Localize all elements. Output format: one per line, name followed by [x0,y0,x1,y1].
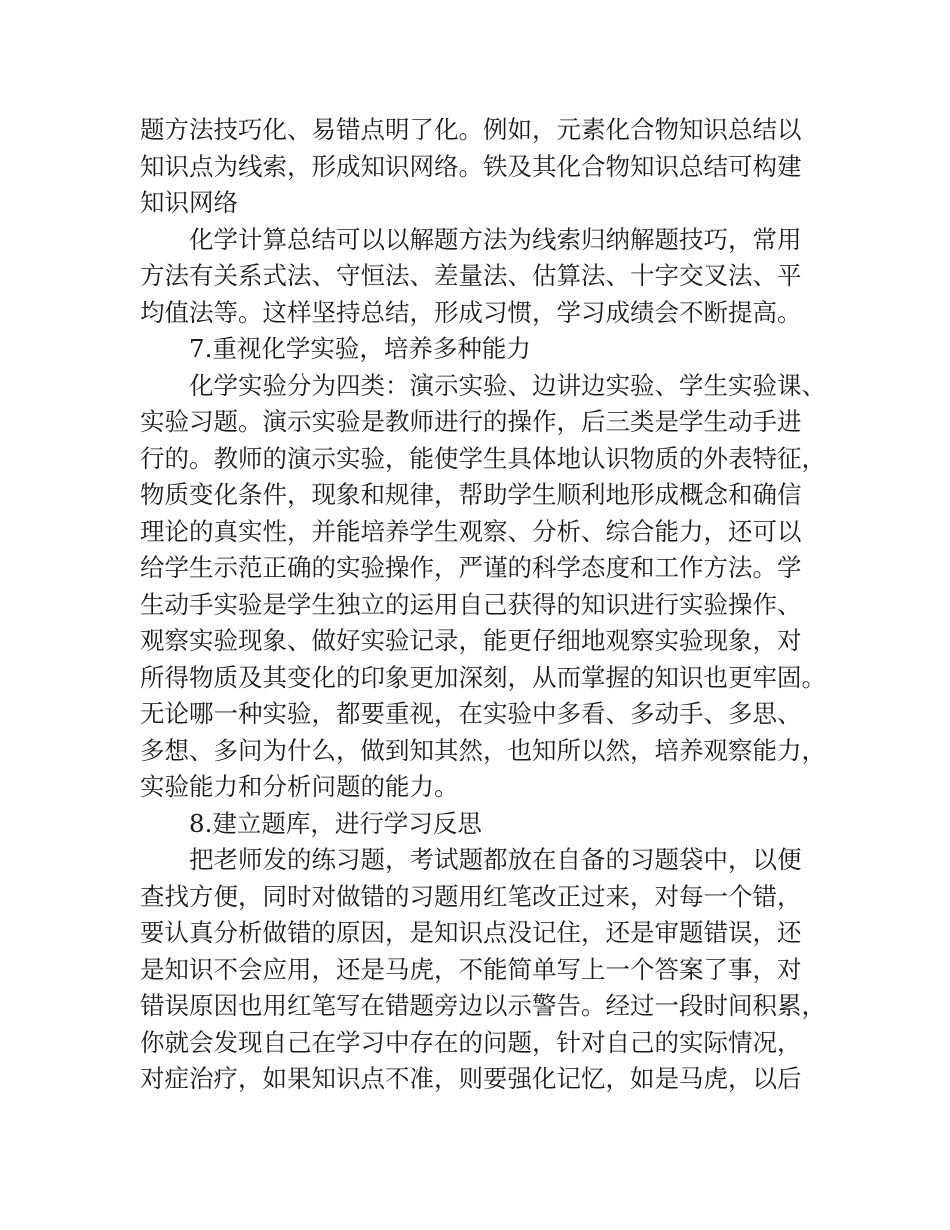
text-line: 行的。教师的演示实验，能使学生具体地认识物质的外表特征， [140,443,826,473]
text-line: 实验习题。演示实验是教师进行的操作，后三类是学生动手进 [140,407,802,436]
section-heading-7: 7.重视化学实验，培养多种能力 [189,334,531,363]
text-line: 理论的真实性，并能培养学生观察、分析、综合能力，还可以 [140,516,802,546]
paragraph-start-line: 化学实验分为四类：演示实验、边讲边实验、学生实验课、 [189,370,826,400]
section-heading-8: 8.建立题库，进行学习反思 [189,808,482,838]
text-line: 观察实验现象、做好实验记录，能更仔细地观察实验现象，对 [140,626,802,655]
text-line: 多想、多问为什么，做到知其然，也知所以然，培养观察能力， [140,735,826,765]
text-line: 是知识不会应用，还是马虎，不能简单写上一个答案了事，对 [140,954,802,984]
text-line: 方法有关系式法、守恒法、差量法、估算法、十字交叉法、平 [140,261,802,290]
document-page [140,112,825,1098]
text-line: 生动手实验是学生独立的运用自己获得的知识进行实验操作、 [140,589,802,619]
text-line: 物质变化条件，现象和规律，帮助学生顺利地形成概念和确信 [140,480,802,509]
text-line: 题方法技巧化、易错点明了化。例如，元素化合物知识总结以 [140,115,802,144]
text-line: 所得物质及其变化的印象更加深刻，从而掌握的知识也更牢固。 [140,662,826,692]
text-line: 你就会发现自己在学习中存在的问题，针对自己的实际情况， [140,1027,802,1057]
text-line: 要认真分析做错的原因，是知识点没记住，还是审题错误，还 [140,918,802,947]
text-line: 知识点为线索，形成知识网络。铁及其化合物知识总结可构建 [140,151,802,181]
text-line: 知识网络 [140,188,238,217]
text-line: 无论哪一种实验，都要重视，在实验中多看、多动手、多思、 [140,699,802,728]
text-line: 实验能力和分析问题的能力。 [140,772,459,801]
paragraph-start-line: 把老师发的练习题，考试题都放在自备的习题袋中，以便 [189,845,802,874]
text-line: 给学生示范正确的实验操作，严谨的科学态度和工作方法。学 [140,553,802,582]
text-line: 查找方便，同时对做错的习题用红笔改正过来，对每一个错， [140,881,802,911]
text-line: 错误原因也用红笔写在错题旁边以示警告。经过一段时间积累， [140,991,826,1020]
paragraph-start-line: 化学计算总结可以以解题方法为线索归纳解题技巧，常用 [189,224,802,254]
text-line: 对症治疗，如果知识点不准，则要强化记忆，如是马虎，以后 [140,1064,802,1093]
text-line: 均值法等。这样坚持总结，形成习惯，学习成绩会不断提高。 [140,297,802,327]
